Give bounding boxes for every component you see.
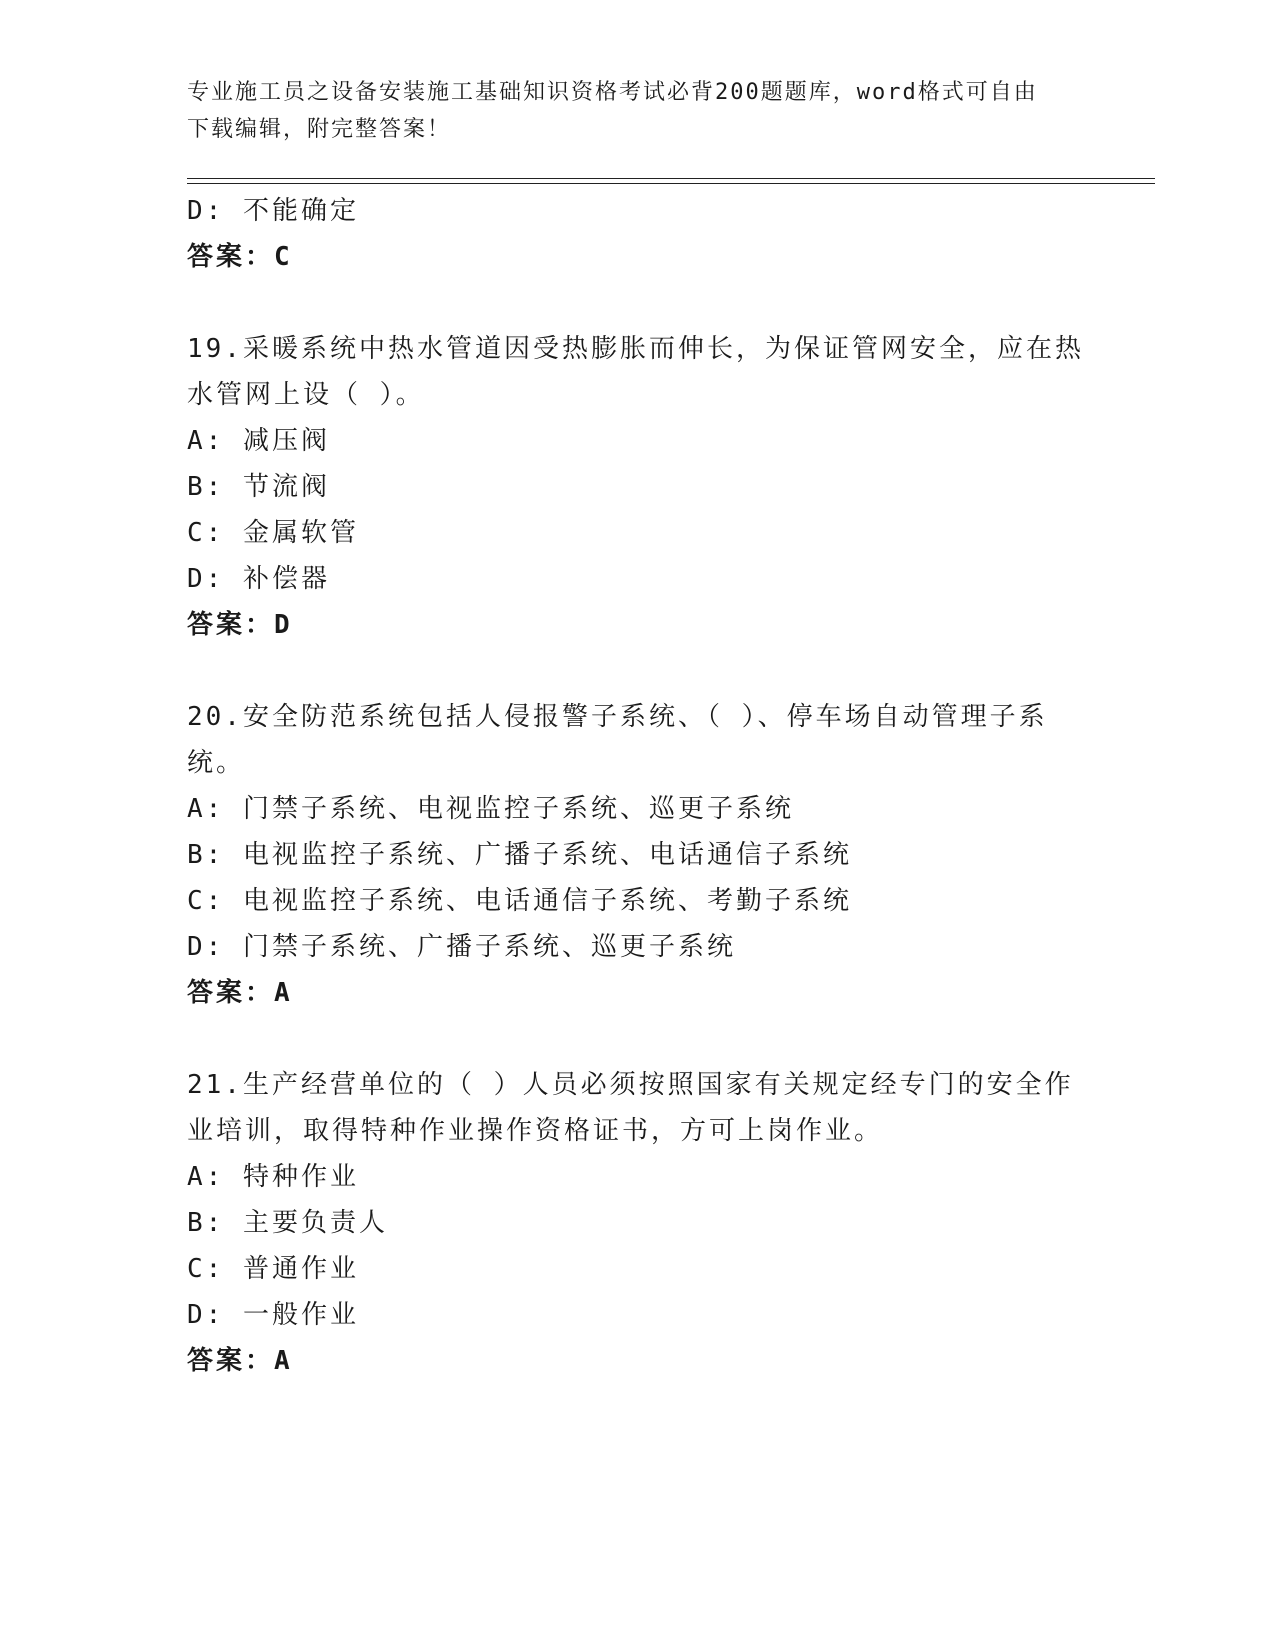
answer-line: 答案：C <box>187 242 293 272</box>
document-body <box>187 188 1087 1384</box>
option-d: D: 补偿器 <box>187 564 330 594</box>
question-stem-line-2: 统。 <box>187 748 246 778</box>
option-b: B: 主要负责人 <box>187 1208 388 1238</box>
question-21 <box>187 1062 1087 1384</box>
option-c: C: 电视监控子系统、电话通信子系统、考勤子系统 <box>187 886 852 916</box>
question-19 <box>187 326 1087 648</box>
document-header <box>187 74 1087 148</box>
spacer <box>187 1016 1087 1062</box>
option-b: B: 电视监控子系统、广播子系统、电话通信子系统 <box>187 840 852 870</box>
header-line-1: 专业施工员之设备安装施工基础知识资格考试必背200题题库，word格式可自由 <box>187 80 1038 105</box>
option-d: D: 一般作业 <box>187 1300 359 1330</box>
header-divider-top <box>187 178 1155 179</box>
option-a: A: 减压阀 <box>187 426 330 456</box>
header-line-2: 下载编辑，附完整答案！ <box>187 117 452 142</box>
question-stem-line-1: 20.安全防范系统包括人侵报警子系统、（ ）、停车场自动管理子系 <box>187 702 1048 732</box>
option-d: D: 门禁子系统、广播子系统、巡更子系统 <box>187 932 736 962</box>
answer-line: 答案：A <box>187 1346 293 1376</box>
header-divider-bottom <box>187 183 1155 184</box>
question-stem-line-1: 21.生产经营单位的（ ）人员必须按照国家有关规定经专门的安全作 <box>187 1070 1074 1100</box>
question-20 <box>187 694 1087 1016</box>
option-a: A: 特种作业 <box>187 1162 359 1192</box>
answer-line: 答案：A <box>187 978 293 1008</box>
option-b: B: 节流阀 <box>187 472 330 502</box>
option-d: D: 不能确定 <box>187 196 359 226</box>
spacer <box>187 648 1087 694</box>
answer-line: 答案：D <box>187 610 293 640</box>
option-a: A: 门禁子系统、电视监控子系统、巡更子系统 <box>187 794 794 824</box>
spacer <box>187 280 1087 326</box>
question-stem-line-2: 业培训，取得特种作业操作资格证书，方可上岗作业。 <box>187 1116 884 1146</box>
option-c: C: 普通作业 <box>187 1254 359 1284</box>
question-stem-line-2: 水管网上设（ ）。 <box>187 380 425 410</box>
question-stem-line-1: 19.采暖系统中热水管道因受热膨胀而伸长，为保证管网安全，应在热 <box>187 334 1084 364</box>
previous-question-tail <box>187 188 1087 280</box>
option-c: C: 金属软管 <box>187 518 359 548</box>
